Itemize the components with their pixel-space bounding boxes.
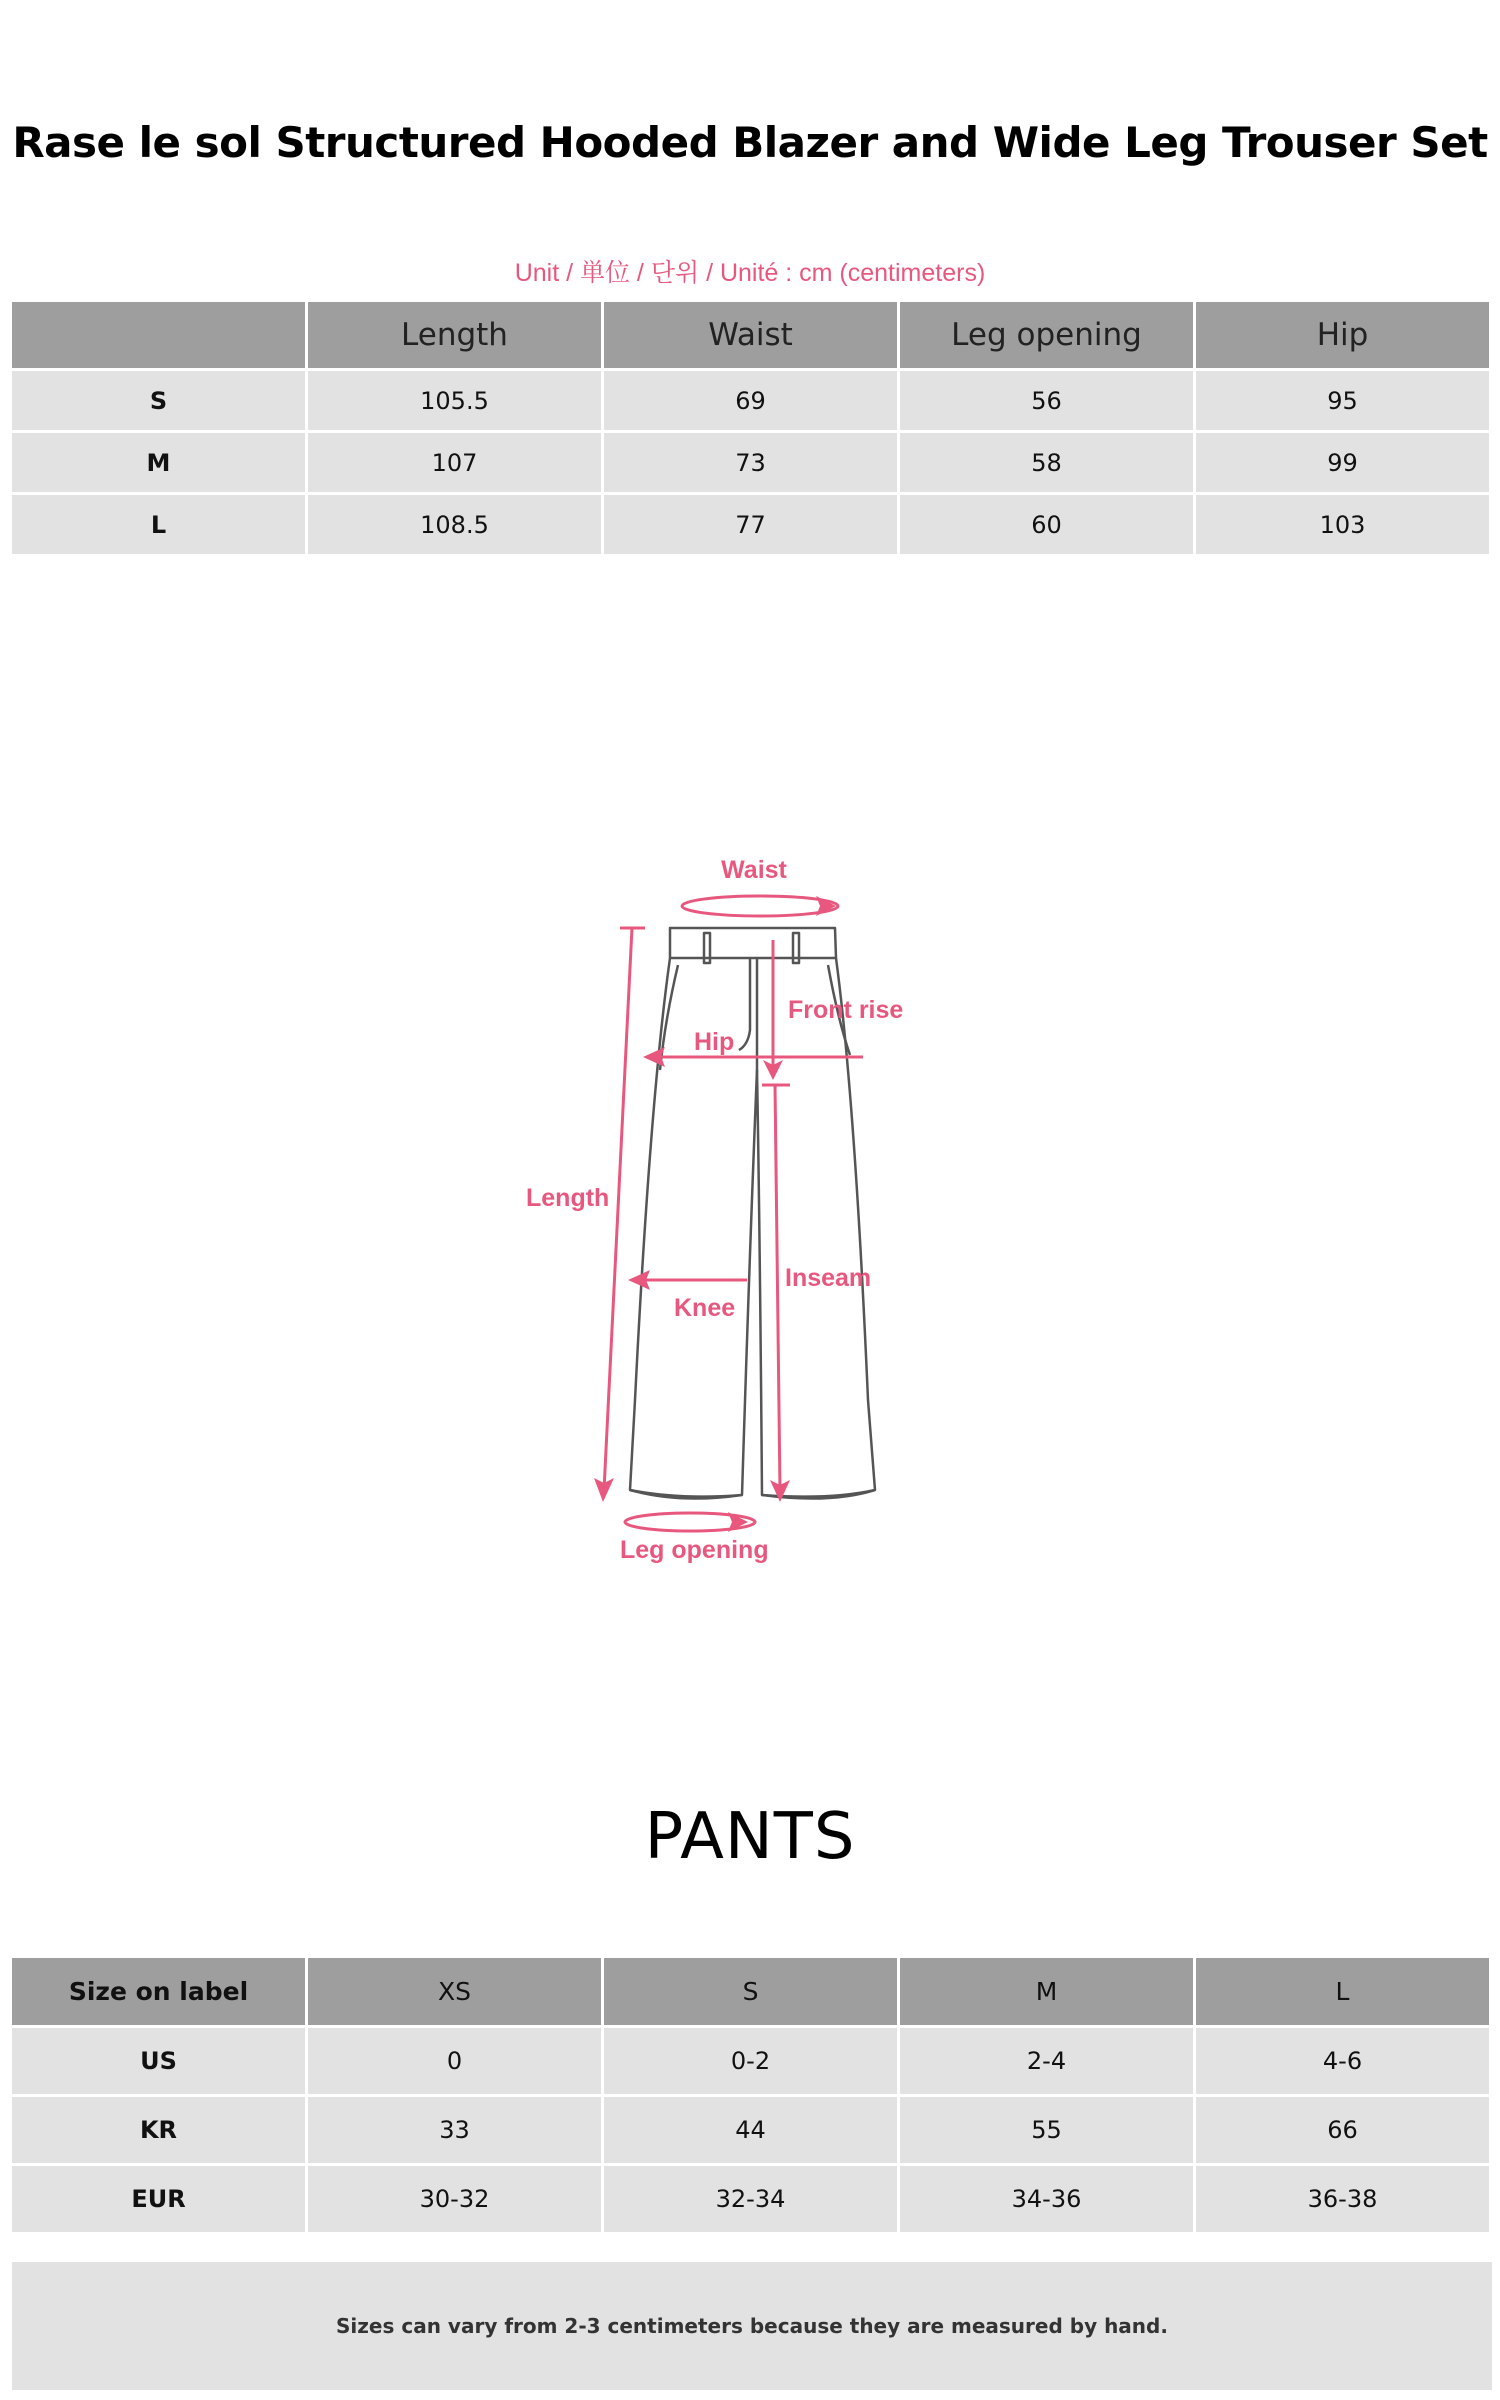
header-cell: Size on label (12, 1958, 305, 2028)
section-title: PANTS (644, 1800, 856, 1874)
table-cell: 108.5 (308, 495, 601, 557)
hip-label: Hip (694, 1028, 735, 1056)
table-cell: 36-38 (1196, 2166, 1489, 2235)
table-cell: 99 (1196, 433, 1489, 495)
table-cell: 0 (308, 2028, 601, 2097)
knee-label: Knee (674, 1294, 736, 1322)
header-cell: M (900, 1958, 1193, 2028)
table-header-row (12, 1958, 1489, 2028)
waist-label: Waist (721, 856, 787, 884)
table-cell: 77 (604, 495, 897, 557)
leg-opening-label: Leg opening (620, 1536, 769, 1564)
pants-measurement-diagram (510, 840, 930, 1580)
table-cell: 44 (604, 2097, 897, 2166)
table-cell: 69 (604, 371, 897, 433)
table-cell: 107 (308, 433, 601, 495)
table-row (12, 2028, 1489, 2097)
table-row (12, 371, 1489, 433)
unit-note: Unit / 単位 / 단위 / Unité : cm (centimeters) (514, 259, 986, 287)
header-cell: XS (308, 1958, 601, 2028)
table-cell: 34-36 (900, 2166, 1193, 2235)
table-cell: 73 (604, 433, 897, 495)
header-cell: S (604, 1958, 897, 2028)
table-cell: 4-6 (1196, 2028, 1489, 2097)
header-cell: Waist (604, 302, 897, 371)
measurement-guides (604, 896, 863, 1531)
table-cell: 32-34 (604, 2166, 897, 2235)
table-row (12, 433, 1489, 495)
table-cell: 30-32 (308, 2166, 601, 2235)
table-row (12, 495, 1489, 557)
size-label: S (12, 371, 305, 433)
measurement-table (9, 302, 1492, 557)
region-label: US (12, 2028, 305, 2097)
header-cell: L (1196, 1958, 1489, 2028)
table-row (12, 2166, 1489, 2235)
header-cell: Length (308, 302, 601, 371)
length-label: Length (526, 1184, 610, 1212)
front-rise-label: Front rise (788, 996, 904, 1024)
region-label: EUR (12, 2166, 305, 2235)
table-cell: 0-2 (604, 2028, 897, 2097)
table-cell: 55 (900, 2097, 1193, 2166)
table-cell: 58 (900, 433, 1193, 495)
header-cell (12, 302, 305, 371)
table-cell: 33 (308, 2097, 601, 2166)
table-cell: 66 (1196, 2097, 1489, 2166)
table-cell: 60 (900, 495, 1193, 557)
table-header-row (12, 302, 1489, 371)
size-label: L (12, 495, 305, 557)
header-cell: Hip (1196, 302, 1489, 371)
size-label: M (12, 433, 305, 495)
table-cell: 56 (900, 371, 1193, 433)
inseam-label: Inseam (785, 1264, 872, 1292)
table-row (12, 2097, 1489, 2166)
table-cell: 2-4 (900, 2028, 1193, 2097)
size-conversion-table (9, 1958, 1492, 2235)
footnote: Sizes can vary from 2-3 centimeters because they are measured by hand. (12, 2262, 1492, 2390)
region-label: KR (12, 2097, 305, 2166)
header-cell: Leg opening (900, 302, 1193, 371)
page-title: Rase le sol Structured Hooded Blazer and Wide Leg Trouser Set (12, 118, 1488, 167)
table-cell: 95 (1196, 371, 1489, 433)
table-cell: 103 (1196, 495, 1489, 557)
table-cell: 105.5 (308, 371, 601, 433)
